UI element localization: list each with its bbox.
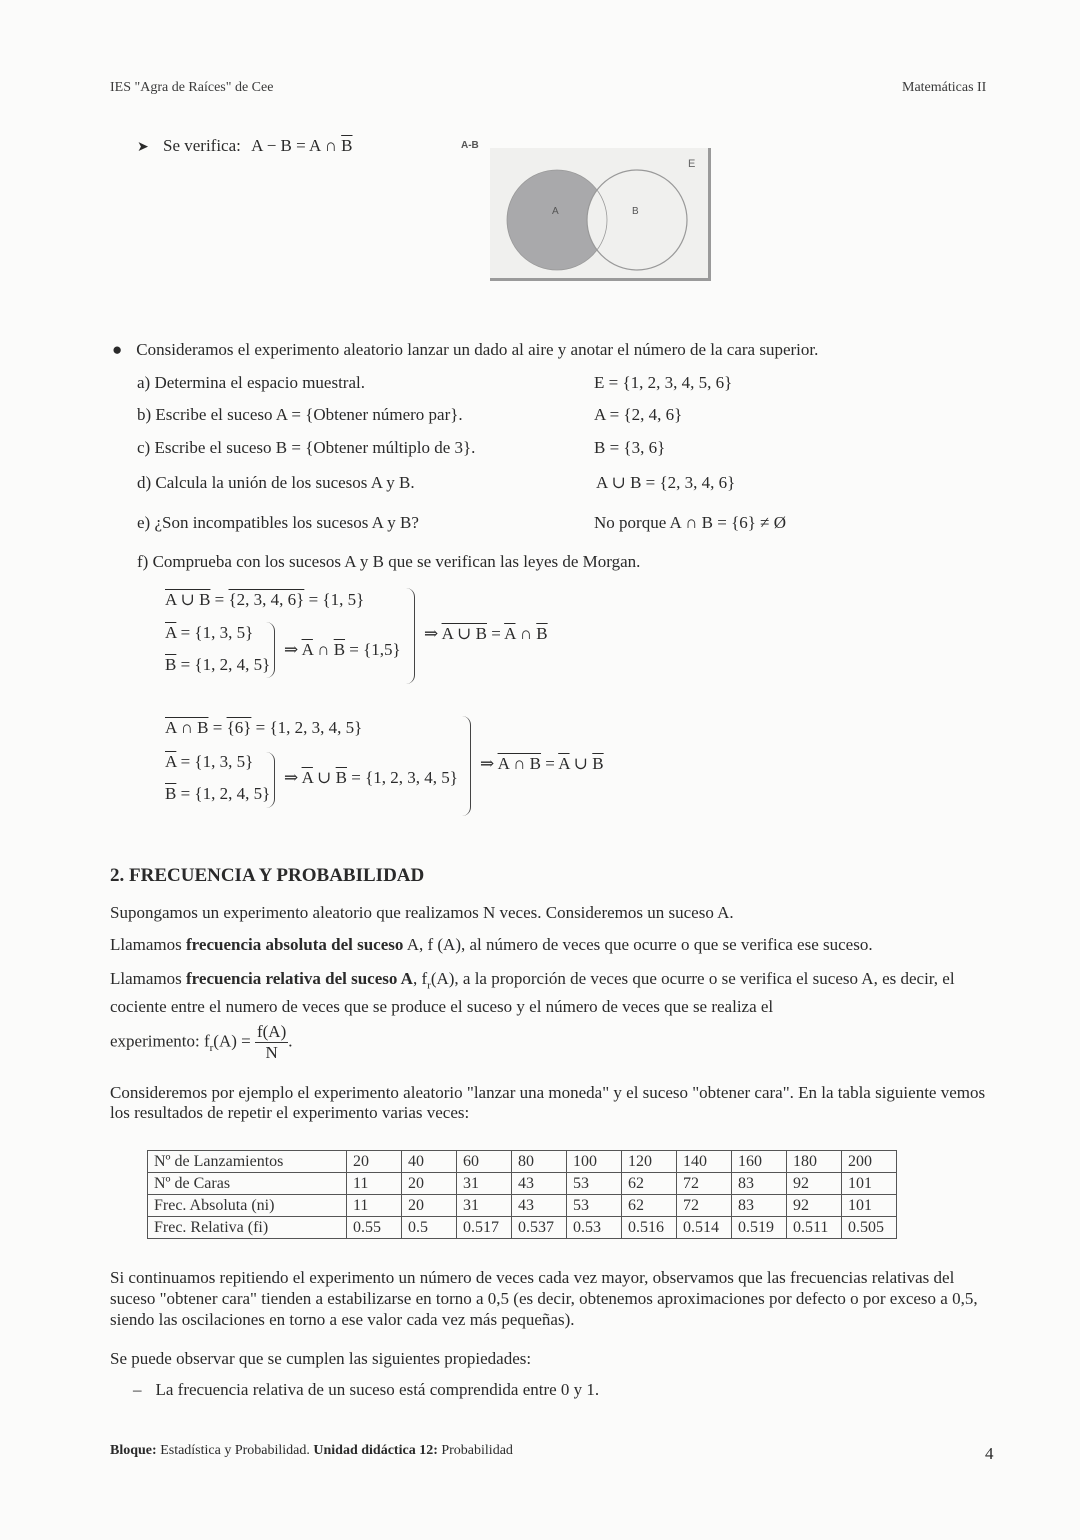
morgan2-res-b-bar: $\overline{B}$	[592, 754, 604, 773]
morgan2-a-bar-value: = {1, 3, 5}	[180, 752, 254, 771]
morgan2-mid	[284, 768, 458, 788]
morgan1-b-bar-value: = {1, 2, 4, 5}	[180, 655, 271, 674]
table-cell: 83	[732, 1195, 787, 1217]
morgan2-conclusion	[480, 754, 604, 774]
table-cell: 53	[567, 1195, 622, 1217]
p2-term: frecuencia absoluta del suceso	[186, 935, 404, 954]
morgan1-mid-op: ∩	[312, 640, 334, 659]
table-row	[148, 1151, 897, 1173]
morgan2-mid-op: ∪	[312, 768, 336, 787]
table-cell: 120	[622, 1151, 677, 1173]
table-cell: 31	[457, 1195, 512, 1217]
table-cell: 11	[347, 1173, 402, 1195]
verify-label: Se verifica:	[162, 136, 241, 155]
table-row-header: Nº de Caras	[148, 1173, 347, 1195]
morgan1-complement-union: A ∪ B	[165, 590, 211, 609]
table-cell: 62	[622, 1173, 677, 1195]
exercise-answer-e: No porque A ∩ B = {6} ≠ Ø	[594, 513, 787, 532]
morgan1-line3	[165, 655, 270, 675]
section2-p2	[110, 934, 1000, 956]
morgan1-result: = {1, 5}	[304, 590, 365, 609]
arrowhead-bullet-icon: ➤	[137, 140, 149, 155]
morgan2-eq: =	[208, 718, 227, 737]
table-cell: 62	[622, 1195, 677, 1217]
table-cell: 20	[402, 1195, 457, 1217]
p3-post2: (A), a la proporción de veces que ocurre o se verifica el suceso A, es decir, el cociente entre el numero de veces que se produce el suceso y el número de veces que se realiza el	[110, 969, 955, 1017]
venn-diagram	[490, 148, 711, 281]
table-cell: 100	[567, 1151, 622, 1173]
formula-mid: (A) =	[213, 1031, 255, 1051]
morgan1-set-bar: {2, 3, 4, 6}	[228, 590, 305, 609]
implies-icon: ⇒	[284, 768, 302, 787]
table-cell: 43	[512, 1195, 567, 1217]
venn-label-b: B	[632, 206, 639, 217]
morgan1-inner-brace	[266, 622, 275, 678]
implies-icon: ⇒	[480, 754, 498, 773]
morgan2-result: = {1, 2, 3, 4, 5}	[251, 718, 363, 737]
venn-label-a: A	[552, 206, 559, 217]
frequency-table	[147, 1150, 897, 1239]
header-subject: Matemáticas II	[902, 80, 987, 95]
exercise-intro	[112, 340, 818, 360]
morgan1-eq: =	[210, 590, 229, 609]
morgan2-line2	[165, 752, 253, 772]
table-cell: 72	[677, 1173, 732, 1195]
table-row-header: Frec. Relativa (fi)	[148, 1217, 347, 1239]
relative-frequency-formula	[110, 1022, 292, 1063]
morgan2-set-bar: {6}	[226, 718, 252, 737]
table-row	[148, 1173, 897, 1195]
morgan1-mid-result: = {1,5}	[345, 640, 401, 659]
verify-formula-bar: $\overline{B}$	[341, 136, 353, 155]
verify-formula-left: A − B = A ∩	[251, 136, 342, 155]
footer-unidad-label: Unidad didáctica 12:	[313, 1443, 438, 1458]
table-cell: 140	[677, 1151, 732, 1173]
section-title: 2. FRECUENCIA Y PROBABILIDAD	[110, 865, 425, 886]
table-cell: 40	[402, 1151, 457, 1173]
table-row-header: Nº de Lanzamientos	[148, 1151, 347, 1173]
morgan1-mid-a-bar: $\overline{A}$	[301, 640, 313, 659]
morgan2-res-eq: =	[541, 754, 559, 773]
morgan1-outer-brace	[406, 588, 415, 684]
footer-bloque-label: Bloque:	[110, 1443, 157, 1458]
table-cell: 0.511	[787, 1217, 842, 1239]
table-cell: 11	[347, 1195, 402, 1217]
footer	[110, 1443, 513, 1459]
verify-formula	[251, 136, 352, 155]
table-cell: 53	[567, 1173, 622, 1195]
table-cell: 101	[842, 1195, 897, 1217]
exercise-answer-a: E = {1, 2, 3, 4, 5, 6}	[594, 373, 733, 392]
exercise-answer-c: B = {3, 6}	[594, 438, 666, 457]
table-cell: 0.517	[457, 1217, 512, 1239]
header-school: IES "Agra de Raíces" de Cee	[110, 80, 274, 95]
table-cell: 180	[787, 1151, 842, 1173]
morgan1-conclusion	[424, 624, 548, 644]
morgan2-res-a-bar: $\overline{A}$	[558, 754, 570, 773]
table-cell: 101	[842, 1173, 897, 1195]
morgan1-res-op: ∩	[515, 624, 537, 643]
morgan1-res-eq: =	[486, 624, 505, 643]
table-cell: 60	[457, 1151, 512, 1173]
table-cell: 0.505	[842, 1217, 897, 1239]
p2-pre: Llamamos	[110, 935, 187, 954]
morgan2-b-bar-value: = {1, 2, 4, 5}	[180, 784, 271, 803]
section2-p3	[110, 968, 1000, 1018]
table-cell: 43	[512, 1173, 567, 1195]
table-row-header: Frec. Absoluta (ni)	[148, 1195, 347, 1217]
p3-sub: r	[427, 979, 431, 992]
morgan1-a-bar-value: = {1, 3, 5}	[180, 623, 254, 642]
morgan1-line1	[165, 590, 364, 610]
footer-bloque-value: Estadística y Probabilidad.	[156, 1443, 314, 1458]
morgan2-mid-b-bar: $\overline{B}$	[335, 768, 347, 787]
table-cell: 0.5	[402, 1217, 457, 1239]
venn-label-universe: E	[688, 158, 696, 170]
morgan1-mid	[284, 640, 401, 660]
dash-bullet-icon: –	[133, 1380, 142, 1399]
formula-denominator: N	[265, 1043, 278, 1062]
morgan2-mid-a-bar: $\overline{A}$	[301, 768, 313, 787]
morgan2-res-bar: A ∩ B	[497, 754, 542, 773]
morgan2-b-bar: $\overline{B}$	[165, 784, 177, 803]
table-cell: 0.55	[347, 1217, 402, 1239]
exercise-intro-text: Consideramos el experimento aleatorio lanzar un dado al aire y anotar el número de la cara superior.	[136, 340, 819, 359]
exercise-answer-b: A = {2, 4, 6}	[594, 405, 683, 424]
table-row	[148, 1217, 897, 1239]
morgan2-outer-brace	[462, 716, 471, 816]
p3-pre: Llamamos	[110, 969, 187, 988]
morgan2-complement-intersection: A ∩ B	[165, 718, 209, 737]
exercise-question-e: e) ¿Son incompatibles los sucesos A y B?	[137, 513, 419, 532]
morgan1-res-b-bar: $\overline{B}$	[536, 624, 548, 643]
after-table-p2: Se puede observar que se cumplen las siguientes propiedades:	[110, 1349, 532, 1368]
table-cell: 31	[457, 1173, 512, 1195]
exercise-answer-d: A ∪ B = {2, 3, 4, 6}	[596, 473, 736, 492]
table-cell: 0.514	[677, 1217, 732, 1239]
table-cell: 20	[402, 1173, 457, 1195]
table-cell: 160	[732, 1151, 787, 1173]
table-row	[148, 1195, 897, 1217]
morgan2-line1	[165, 718, 362, 738]
venn-svg	[490, 148, 708, 278]
section2-p4: Consideremos por ejemplo el experimento aleatorio "lanzar una moneda" y el suceso "obtener cara". En la tabla siguiente vemos los resultados de repetir el experimento varias veces:	[110, 1083, 986, 1122]
verify-line	[137, 136, 353, 156]
morgan1-res-bar: A ∪ B	[441, 624, 487, 643]
morgan2-inner-brace	[266, 752, 275, 808]
formula-numerator: f(A)	[256, 1022, 287, 1041]
table-cell: 200	[842, 1151, 897, 1173]
table-cell: 0.519	[732, 1217, 787, 1239]
morgan1-b-bar: $\overline{B}$	[165, 655, 177, 674]
table-cell: 0.537	[512, 1217, 567, 1239]
exercise-question-d: d) Calcula la unión de los sucesos A y B.	[137, 473, 415, 492]
round-bullet-icon: ●	[112, 340, 123, 359]
page-number: 4	[985, 1444, 994, 1463]
implies-icon: ⇒	[284, 640, 302, 659]
morgan1-line2	[165, 623, 253, 643]
after-table-p1: Si continuamos repitiendo el experimento un número de veces cada vez mayor, observamos que las frecuencias relativas del suceso "obtener cara" tienden a estabilizarse en torno a 0,5 (es decir, obtenemos aproximaciones por defecto o por exceso a 0,5, siendo las oscilaciones en torno a ese valor cada vez más pequeñas).	[110, 1268, 978, 1329]
exercise-question-b: b) Escribe el suceso A = {Obtener número par}.	[137, 405, 463, 424]
table-cell: 92	[787, 1173, 842, 1195]
exercise-question-f: f) Comprueba con los sucesos A y B que se verifican las leyes de Morgan.	[137, 552, 641, 571]
formula-fraction	[255, 1022, 288, 1063]
property-text: La frecuencia relativa de un suceso está comprendida entre 0 y 1.	[155, 1380, 600, 1399]
morgan2-mid-result: = {1, 2, 3, 4, 5}	[347, 768, 458, 787]
morgan2-a-bar: $\overline{A}$	[165, 752, 177, 771]
table-cell: 92	[787, 1195, 842, 1217]
table-cell: 80	[512, 1151, 567, 1173]
table-cell: 0.516	[622, 1217, 677, 1239]
table-cell: 20	[347, 1151, 402, 1173]
footer-unidad-value: Probabilidad	[437, 1443, 513, 1458]
section2-p1: Supongamos un experimento aleatorio que realizamos N veces. Consideremos un suceso A.	[110, 903, 734, 922]
exercise-question-a: a) Determina el espacio muestral.	[137, 373, 365, 392]
exercise-question-c: c) Escribe el suceso B = {Obtener múltiplo de 3}.	[137, 438, 476, 457]
morgan2-line3	[165, 784, 270, 804]
morgan1-res-a-bar: $\overline{A}$	[504, 624, 516, 643]
table-cell: 83	[732, 1173, 787, 1195]
morgan1-a-bar: $\overline{A}$	[165, 623, 177, 642]
p2-post: A, f (A), al número de veces que ocurre o que se verifica ese suceso.	[403, 935, 873, 954]
morgan1-mid-b-bar: $\overline{B}$	[333, 640, 346, 659]
formula-end: .	[288, 1031, 293, 1051]
p3-term: frecuencia relativa del suceso A	[186, 969, 413, 988]
formula-label: experimento: f	[110, 1031, 210, 1051]
table-cell: 72	[677, 1195, 732, 1217]
p3-post: , f	[412, 969, 428, 988]
property-list-item	[133, 1380, 599, 1400]
venn-title: A-B	[461, 140, 479, 151]
morgan2-res-op: ∪	[569, 754, 593, 773]
implies-icon: ⇒	[424, 624, 442, 643]
table-cell: 0.53	[567, 1217, 622, 1239]
formula-sub: r	[209, 1041, 214, 1054]
